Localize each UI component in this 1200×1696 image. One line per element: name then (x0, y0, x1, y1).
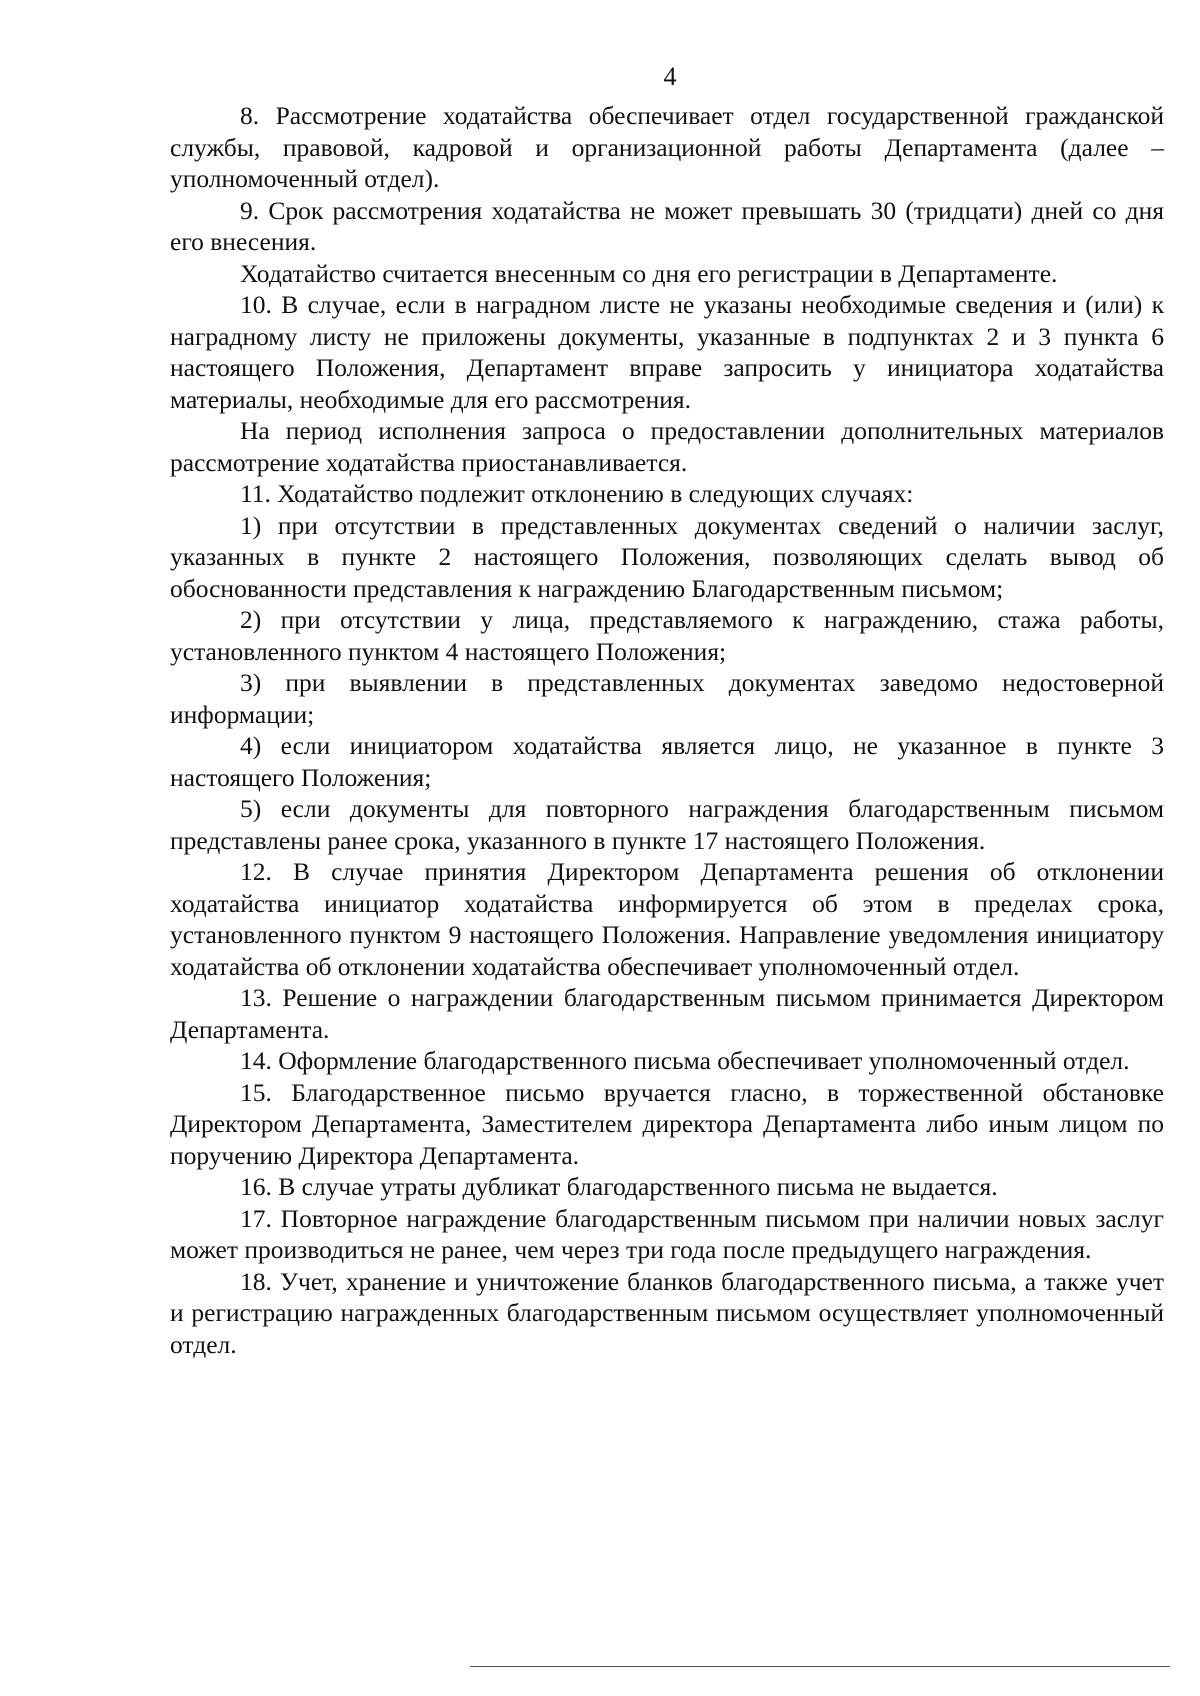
paragraph-item-11-sub-4: 4) если инициатором ходатайства является лицо, не указанное в пункте 3 настоящего Положения; (170, 731, 1164, 792)
paragraph-item-11-sub-1: 1) при отсутствии в представленных документах сведений о наличии заслуг, указанных в пункте 2 настоящего Положения, позволяющих сделать вывод об обоснованности представления к награждению Благодарственным письмом; (170, 510, 1164, 603)
paragraph-item-17: 17. Повторное награждение благодарственным письмом при наличии новых заслуг может производиться не ранее, чем через три года после предыдущего награждения. (170, 1203, 1164, 1264)
paragraph-item-12: 12. В случае принятия Директором Департамента решения об отклонении ходатайства инициатор ходатайства информируется об этом в пределах срока, установленного пунктом 9 настоящего Положения. Направление уведомления инициатору ходатайства об отклонении ходатайства обеспечивает уполномоченный отдел. (170, 857, 1164, 981)
paragraph-item-16: 16. В случае утраты дубликат благодарственного письма не выдается. (240, 1172, 998, 1201)
paragraph-item-15: 15. Благодарственное письмо вручается гласно, в торжественной обстановке Директором Департамента, Заместителем директора Департамента либо иным лицом по поручению Директора Департамента. (170, 1077, 1164, 1170)
document-body (170, 100, 1164, 1360)
paragraph-item-10: 10. В случае, если в наградном листе не указаны необходимые сведения и (или) к наградному листу не приложены документы, указанные в подпунктах 2 и 3 пункта 6 настоящего Положения, Департамент вправе запросить у инициатора ходатайства материалы, необходимые для его рассмотрения. (170, 290, 1164, 414)
paragraph-item-9-note: Ходатайство считается внесенным со дня его регистрации в Департаменте. (240, 258, 1058, 288)
paragraph-item-9: 9. Срок рассмотрения ходатайства не может превышать 30 (тридцати) дней со дня его внесения. (170, 195, 1164, 256)
paragraph-item-10-note: На период исполнения запроса о предоставлении дополнительных материалов рассмотрение ходатайства приостанавливается. (170, 416, 1164, 477)
paragraph-item-14: 14. Оформление благодарственного письма обеспечивает уполномоченный отдел. (240, 1046, 1130, 1075)
paragraph-item-11-sub-5: 5) если документы для повторного награждения благодарственным письмом представлены ранее срока, указанного в пункте 17 настоящего Положения. (170, 794, 1164, 855)
paragraph-item-11: 11. Ходатайство подлежит отклонению в следующих случаях: (240, 479, 914, 508)
footer-divider (470, 1666, 1170, 1667)
paragraph-item-8: 8. Рассмотрение ходатайства обеспечивает отдел государственной гражданской службы, правовой, кадровой и организационной работы Департамента (далее – уполномоченный отдел). (170, 101, 1164, 193)
paragraph-item-18: 18. Учет, хранение и уничтожение бланков благодарственного письма, а также учет и регистрацию награжденных благодарственным письмом осуществляет уполномоченный отдел. (170, 1266, 1164, 1359)
paragraph-item-11-sub-2: 2) при отсутствии у лица, представляемого к награждению, стажа работы, установленного пунктом 4 настоящего Положения; (170, 605, 1164, 666)
page-number: 4 (663, 62, 677, 91)
paragraph-item-11-sub-3: 3) при выявлении в представленных документах заведомо недостоверной информации; (170, 668, 1164, 729)
paragraph-item-13: 13. Решение о награждении благодарственным письмом принимается Директором Департамента. (170, 983, 1164, 1044)
